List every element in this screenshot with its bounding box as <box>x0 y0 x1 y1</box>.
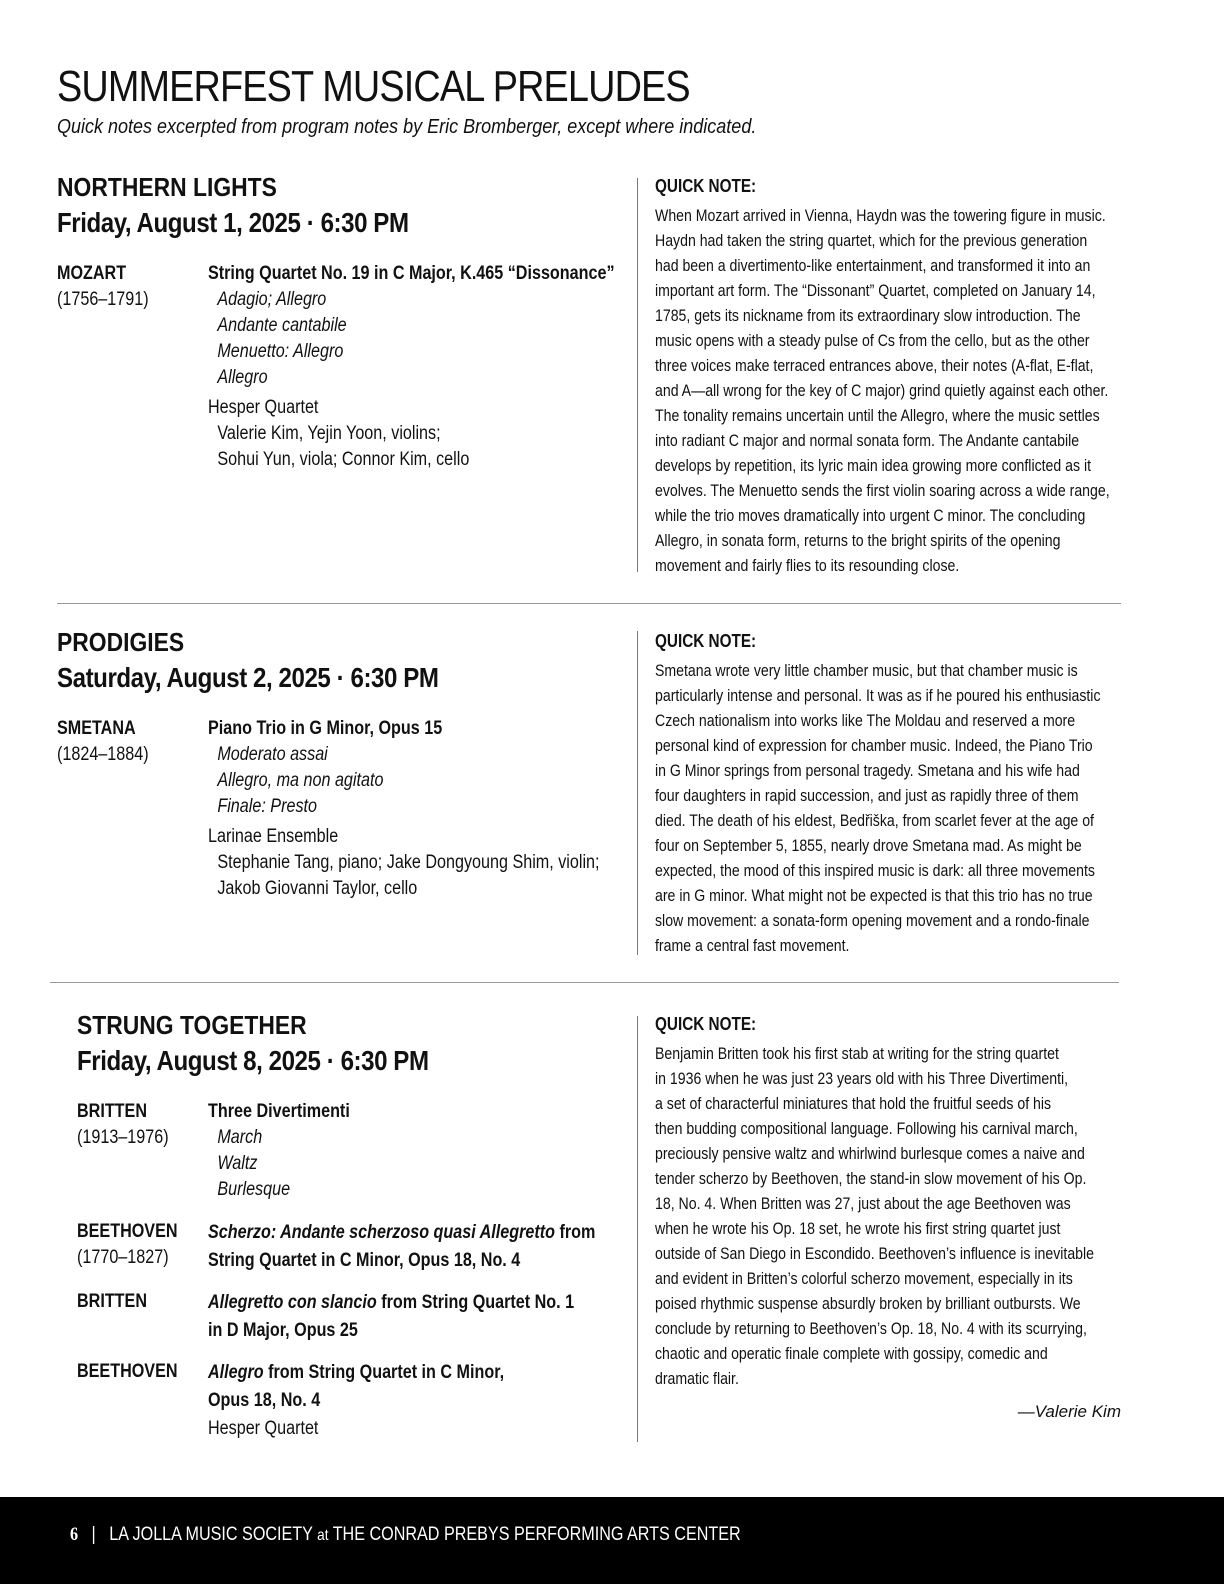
page-number: 6 <box>70 1524 79 1545</box>
event-date: Friday, August 8, 2025 · 6:30 PM <box>77 1045 429 1076</box>
piece-title: Allegro from String Quartet in C Minor, <box>208 1362 505 1383</box>
footer-separator: | <box>91 1524 96 1545</box>
composer-name: SMETANA <box>57 718 136 739</box>
composer <box>77 1359 196 1385</box>
quick-note-label: QUICK NOTE: <box>655 631 757 651</box>
composer <box>77 1289 196 1315</box>
quick-note-label: QUICK NOTE: <box>655 1014 757 1034</box>
section-divider <box>50 982 1119 983</box>
work-entry <box>77 1359 637 1443</box>
note-line: four on September 5, 1855, nearly drove Smetana mad. As might be <box>655 836 1082 855</box>
composer-dates: (1913–1976) <box>77 1127 169 1148</box>
piece-title: Scherzo: Andante scherzoso quasi Allegretto from <box>208 1222 596 1243</box>
note-line: died. The death of his eldest, Bedřiška, from scarlet fever at the age of <box>655 811 1094 830</box>
composer-name: BEETHOVEN <box>77 1221 178 1242</box>
note-line: in G Minor springs from personal tragedy. Smetana and his wife had <box>655 761 1080 780</box>
note-line: movement and fairly flies to its resounding close. <box>655 556 960 575</box>
composer-dates: (1756–1791) <box>57 289 149 310</box>
event-title: NORTHERN LIGHTS <box>57 172 277 202</box>
players: Jakob Giovanni Taylor, cello <box>217 878 418 899</box>
ensemble: Hesper Quartet <box>208 397 319 418</box>
work-entry <box>77 1289 637 1345</box>
footer-org: LA JOLLA MUSIC SOCIETY <box>109 1524 313 1545</box>
piece <box>208 1289 638 1345</box>
piece-title-cont: in D Major, Opus 25 <box>208 1320 358 1341</box>
note-line: music opens with a steady pulse of Cs from the cello, but as the other <box>655 331 1090 350</box>
event-date: Friday, August 1, 2025 · 6:30 PM <box>57 207 409 238</box>
note-line: important art form. The “Dissonant” Quartet, completed on January 14, <box>655 281 1096 300</box>
note-signature: —Valerie Kim <box>1017 1402 1121 1421</box>
section-divider <box>57 603 1121 604</box>
movement: Burlesque <box>217 1179 291 1200</box>
composer <box>57 261 176 313</box>
note-line: when he wrote his Op. 18 set, he wrote his first string quartet just <box>655 1219 1061 1238</box>
note-line: outside of San Diego in Escondido. Beethoven’s influence is inevitable <box>655 1244 1095 1263</box>
note-line: Czech nationalism into works like The Moldau and reserved a more <box>655 711 1076 730</box>
footer-at: at <box>317 1527 329 1544</box>
note-line: conclude by returning to Beethoven’s Op. 18, No. 4 with its scurrying, <box>655 1319 1087 1338</box>
note-line: Haydn had taken the string quartet, which for the previous generation <box>655 231 1088 250</box>
note-line: into radiant C major and normal sonata form. The Andante cantabile <box>655 431 1080 450</box>
quick-note-text <box>655 1041 1215 1424</box>
composer-dates: (1770–1827) <box>77 1247 169 1268</box>
composer <box>57 716 176 768</box>
work-entry <box>57 716 637 902</box>
note-line: personal kind of expression for chamber music. Indeed, the Piano Trio <box>655 736 1093 755</box>
event-title: PRODIGIES <box>57 627 185 657</box>
note-line: slow movement: a sonata-form opening movement and a rondo-finale <box>655 911 1090 930</box>
piece-title: Piano Trio in G Minor, Opus 15 <box>208 718 443 739</box>
note-line: When Mozart arrived in Vienna, Haydn was the towering figure in music. <box>655 206 1106 225</box>
page-title: SUMMERFEST MUSICAL PRELUDES <box>57 62 690 111</box>
note-line: and evident in Britten’s colorful scherzo movement, especially in its <box>655 1269 1073 1288</box>
quick-note-text <box>655 658 1215 958</box>
note-line: 1785, gets its nickname from its extraordinary slow introduction. The <box>655 306 1081 325</box>
column-divider <box>637 178 638 572</box>
note-line: tender scherzo by Beethoven, the stand-in slow movement of his Op. <box>655 1169 1087 1188</box>
note-line: in 1936 when he was just 23 years old with his Three Divertimenti, <box>655 1069 1069 1088</box>
piece <box>208 261 638 473</box>
note-line: then budding compositional language. Following his carnival march, <box>655 1119 1078 1138</box>
page-subtitle: Quick notes excerpted from program notes by Eric Bromberger, except where indicated. <box>57 116 757 138</box>
composer-name: BEETHOVEN <box>77 1361 178 1382</box>
event-date: Saturday, August 2, 2025 · 6:30 PM <box>57 662 439 693</box>
footer-text <box>70 1524 741 1546</box>
note-line: Smetana wrote very little chamber music, but that chamber music is <box>655 661 1078 680</box>
note-line: Allegro, in sonata form, returns to the bright spirits of the opening <box>655 531 1061 550</box>
movement: Andante cantabile <box>217 315 347 336</box>
quick-note-text <box>655 203 1215 578</box>
movement: Menuetto: Allegro <box>217 341 344 362</box>
piece-title-cont: String Quartet in C Minor, Opus 18, No. 4 <box>208 1250 521 1271</box>
composer-dates: (1824–1884) <box>57 744 149 765</box>
column-divider <box>637 1016 638 1442</box>
composer-name: BRITTEN <box>77 1101 147 1122</box>
ensemble: Larinae Ensemble <box>208 826 339 847</box>
note-line: The tonality remains uncertain until the Allegro, where the music settles <box>655 406 1100 425</box>
composer <box>77 1099 196 1151</box>
piece <box>208 716 638 902</box>
piece-title-cont: Opus 18, No. 4 <box>208 1390 321 1411</box>
quick-note-label: QUICK NOTE: <box>655 176 757 196</box>
piece-title: Allegretto con slancio from String Quartet No. 1 <box>208 1292 575 1313</box>
note-line: preciously pensive waltz and whirlwind burlesque comes a naive and <box>655 1144 1085 1163</box>
piece <box>208 1099 638 1203</box>
movement: Moderato assai <box>217 744 328 765</box>
movement: Adagio; Allegro <box>217 289 327 310</box>
note-line: three voices make terraced entrances above, their notes (A-flat, E-flat, <box>655 356 1094 375</box>
players: Sohui Yun, viola; Connor Kim, cello <box>217 449 470 470</box>
note-line: a set of characterful miniatures that hold the fruitful seeds of his <box>655 1094 1052 1113</box>
movement: Allegro <box>217 367 268 388</box>
piece <box>208 1359 638 1443</box>
note-line: frame a central fast movement. <box>655 936 850 955</box>
note-line: particularly intense and personal. It was as if he poured his enthusiastic <box>655 686 1101 705</box>
note-line: four daughters in rapid succession, and just as rapidly three of them <box>655 786 1079 805</box>
note-line: develops by repetition, its lyric main idea growing more conflicted as it <box>655 456 1092 475</box>
column-divider <box>637 631 638 955</box>
note-line: are in G minor. What might not be expected is that this trio has no true <box>655 886 1093 905</box>
note-line: and A—all wrong for the key of C major) grind quietly against each other. <box>655 381 1109 400</box>
note-line: Benjamin Britten took his first stab at writing for the string quartet <box>655 1044 1059 1063</box>
movement: Finale: Presto <box>217 796 317 817</box>
composer <box>77 1219 196 1271</box>
piece-title: String Quartet No. 19 in C Major, K.465 “Dissonance” <box>208 263 615 284</box>
work-entry <box>57 261 637 473</box>
players: Stephanie Tang, piano; Jake Dongyoung Shim, violin; <box>217 852 600 873</box>
note-line: 18, No. 4. When Britten was 27, just about the age Beethoven was <box>655 1194 1071 1213</box>
note-line: expected, the mood of this inspired music is dark: all three movements <box>655 861 1095 880</box>
movement: Waltz <box>217 1153 258 1174</box>
event-title: STRUNG TOGETHER <box>77 1010 307 1040</box>
players: Valerie Kim, Yejin Yoon, violins; <box>217 423 441 444</box>
movement: Allegro, ma non agitato <box>217 770 384 791</box>
composer-name: MOZART <box>57 263 127 284</box>
work-entry <box>77 1099 637 1203</box>
note-line: had been a divertimento-like entertainment, and transformed it into an <box>655 256 1091 275</box>
piece-title: Three Divertimenti <box>208 1101 350 1122</box>
composer-name: BRITTEN <box>77 1291 147 1312</box>
movement: March <box>217 1127 263 1148</box>
note-line: while the trio moves dramatically into urgent C minor. The concluding <box>655 506 1086 525</box>
work-entry <box>77 1219 637 1275</box>
ensemble: Hesper Quartet <box>208 1418 319 1439</box>
note-line: chaotic and operatic finale complete with gossipy, comedic and <box>655 1344 1048 1363</box>
footer-venue: THE CONRAD PREBYS PERFORMING ARTS CENTER <box>332 1524 741 1545</box>
piece <box>208 1219 638 1275</box>
note-line: dramatic flair. <box>655 1369 739 1388</box>
note-line: evolves. The Menuetto sends the first violin soaring across a wide range, <box>655 481 1110 500</box>
note-line: poised rhythmic suspense absurdly broken by brilliant outbursts. We <box>655 1294 1081 1313</box>
page-footer <box>0 1497 1224 1584</box>
